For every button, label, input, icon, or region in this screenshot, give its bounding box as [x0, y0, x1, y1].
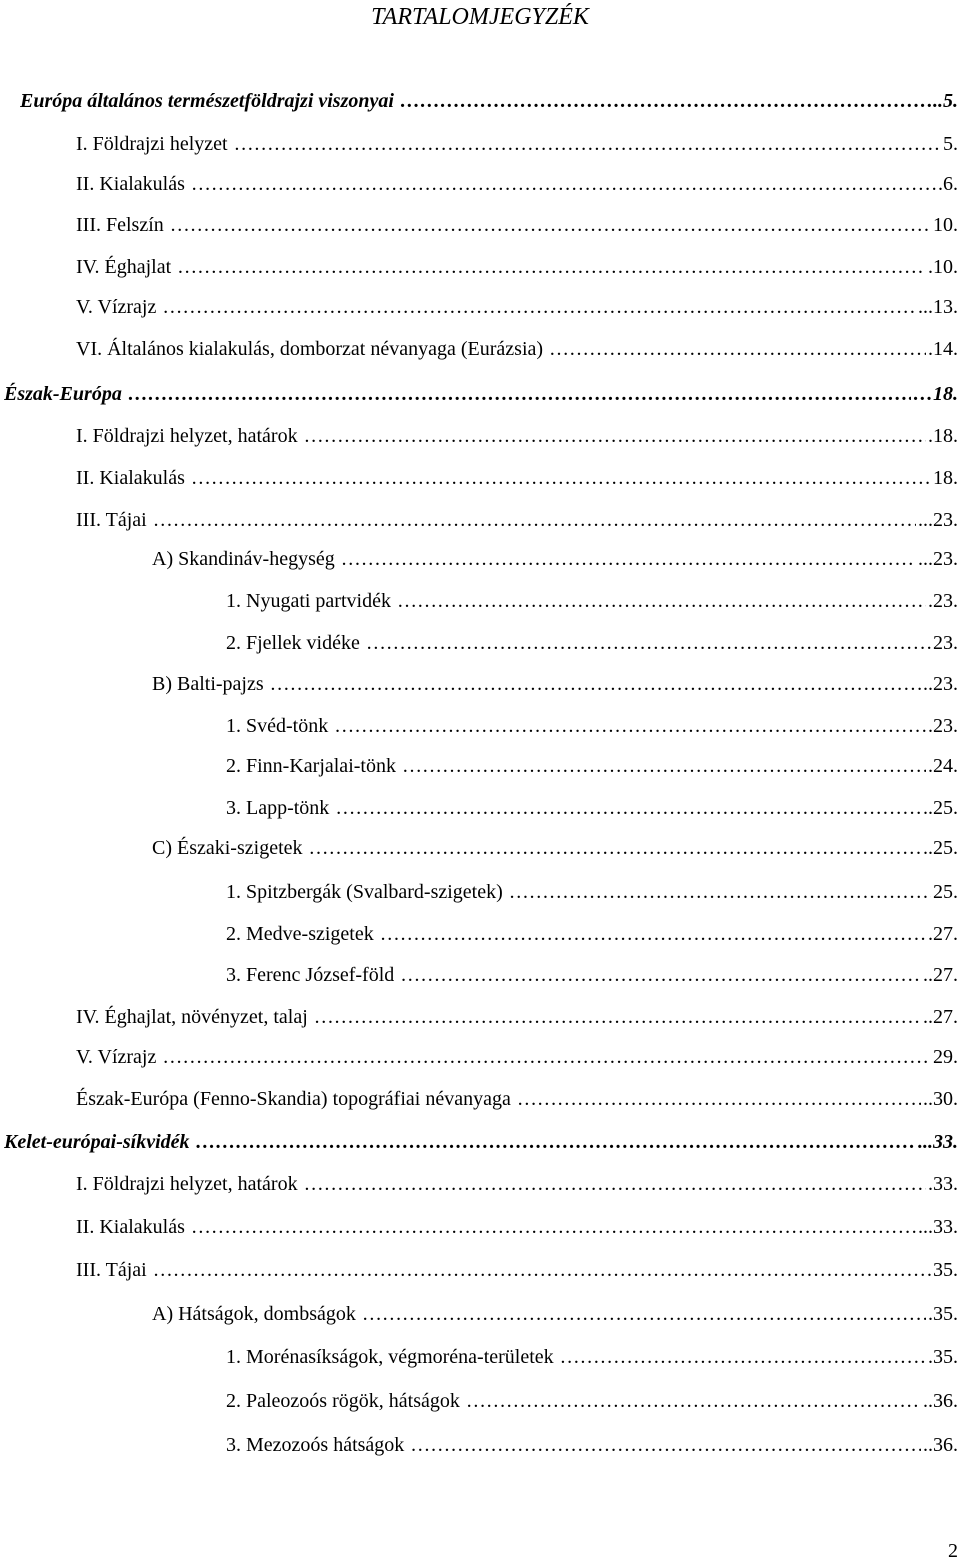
- dot-leader: [196, 1129, 916, 1155]
- toc-entry-page: .10.: [928, 256, 958, 278]
- dot-leader: [170, 212, 931, 238]
- toc-entry[interactable]: [76, 1004, 958, 1030]
- toc-entry[interactable]: [226, 1432, 958, 1458]
- page-number: 2: [948, 1540, 958, 1562]
- toc-entry-page: .23.: [928, 590, 958, 612]
- toc-entry-page: ...23.: [918, 548, 958, 570]
- toc-entry-page: .35.: [928, 1346, 958, 1368]
- toc-entry-page: ...23.: [918, 509, 958, 531]
- toc-entry-page: ..30.: [923, 1088, 958, 1110]
- toc-entry-page: ..36.: [923, 1390, 958, 1412]
- dot-leader: [309, 835, 922, 861]
- dot-leader: [153, 1257, 931, 1283]
- toc-entry-label: Európa általános természetföldrajzi viszonyai: [20, 90, 394, 112]
- toc-entry[interactable]: [4, 381, 958, 407]
- toc-entry[interactable]: [4, 1129, 958, 1155]
- toc-entry-label: I. Földrajzi helyzet: [76, 133, 228, 155]
- toc-entry-page: …18.: [913, 383, 958, 405]
- toc-entry-label: 3. Lapp-tönk: [226, 797, 330, 819]
- toc-entry[interactable]: [76, 1171, 958, 1197]
- toc-entry-page: ..25.: [923, 797, 958, 819]
- toc-entry-page: .35.: [928, 1303, 958, 1325]
- toc-entry[interactable]: [76, 171, 958, 197]
- toc-entry-label: V. Vízrajz: [76, 1046, 157, 1068]
- dot-leader: [335, 795, 921, 821]
- toc-entry-label: II. Kialakulás: [76, 173, 185, 195]
- toc-entry[interactable]: [76, 465, 958, 491]
- dot-leader: [410, 1432, 921, 1458]
- dot-leader: [397, 588, 926, 614]
- dot-leader: [466, 1388, 921, 1414]
- toc-entry[interactable]: [76, 336, 958, 362]
- toc-entry-label: IV. Éghajlat, növényzet, talaj: [76, 1006, 308, 1028]
- toc-entry-page: 18.: [933, 467, 958, 489]
- toc-entry-label: II. Kialakulás: [76, 1216, 185, 1238]
- toc-entry-page: ..23.: [923, 673, 958, 695]
- toc-entry-label: 3. Mezozoós hátságok: [226, 1434, 405, 1456]
- toc-entry[interactable]: [226, 1388, 958, 1414]
- toc-entry-page: .24.: [928, 755, 958, 777]
- page-title: TARTALOMJEGYZÉK: [371, 4, 589, 30]
- toc-entry-page: ...33.: [918, 1131, 958, 1153]
- toc-entry-label: Kelet-európai-síkvidék: [4, 1131, 190, 1153]
- toc-entry-page: ...33.: [918, 1216, 958, 1238]
- toc-entry-label: VI. Általános kialakulás, domborzat névanyaga (Eurázsia): [76, 338, 544, 360]
- toc-entry[interactable]: [226, 630, 958, 656]
- toc-entry-label: V. Vízrajz: [76, 296, 157, 318]
- toc-entry[interactable]: [226, 588, 958, 614]
- toc-entry-label: III. Tájai: [76, 509, 147, 531]
- toc-entry-page: 25.: [933, 881, 958, 903]
- dot-leader: [509, 879, 931, 905]
- toc-entry-page: .33.: [928, 1173, 958, 1195]
- dot-leader: [270, 671, 921, 697]
- toc-entry[interactable]: [152, 1301, 958, 1327]
- toc-entry-label: II. Kialakulás: [76, 467, 185, 489]
- toc-entry[interactable]: [76, 423, 958, 449]
- toc-entry-page: .23.: [928, 715, 958, 737]
- toc-entry-page: 5.: [943, 133, 958, 155]
- toc-entry-page: ...13.: [918, 296, 958, 318]
- dot-leader: [191, 465, 931, 491]
- dot-leader: [366, 630, 931, 656]
- dot-leader: [234, 131, 941, 157]
- toc-entry[interactable]: [226, 713, 958, 739]
- toc-entry[interactable]: [226, 962, 958, 988]
- toc-entry-label: 2. Fjellek vidéke: [226, 632, 360, 654]
- toc-entry-label: III. Tájai: [76, 1259, 147, 1281]
- toc-entry-label: 2. Medve-szigetek: [226, 923, 374, 945]
- toc-entry-page: .14.: [928, 338, 958, 360]
- dot-leader: [341, 546, 916, 572]
- toc-entry[interactable]: [76, 212, 958, 238]
- dot-leader: [517, 1086, 921, 1112]
- dot-leader: [549, 336, 926, 362]
- toc-entry-label: Észak-Európa: [4, 383, 122, 405]
- toc-entry[interactable]: [152, 546, 958, 572]
- toc-entry-label: III. Felszín: [76, 214, 164, 236]
- toc-entry-label: 2. Finn-Karjalai-tönk: [226, 755, 396, 777]
- toc-entry-label: I. Földrajzi helyzet, határok: [76, 425, 298, 447]
- toc-entry-page: ..36.: [923, 1434, 958, 1456]
- toc-entry[interactable]: [226, 753, 958, 779]
- dot-leader: [128, 381, 911, 407]
- toc-entry-page: ..27.: [923, 964, 958, 986]
- toc-entry[interactable]: [226, 921, 958, 947]
- dot-leader: [400, 88, 931, 114]
- dot-leader: [162, 1044, 931, 1070]
- toc-entry-label: I. Földrajzi helyzet, határok: [76, 1173, 298, 1195]
- toc-entry[interactable]: [76, 1086, 958, 1112]
- toc-entry[interactable]: [226, 879, 958, 905]
- toc-entry-label: IV. Éghajlat: [76, 256, 172, 278]
- toc-entry-page: 10.: [933, 214, 958, 236]
- dot-leader: [402, 753, 926, 779]
- toc-entry-page: 29.: [933, 1046, 958, 1068]
- dot-leader: [380, 921, 926, 947]
- dot-leader: [191, 171, 936, 197]
- toc-entry-page: ..25.: [923, 837, 958, 859]
- toc-entry[interactable]: [20, 88, 958, 114]
- dot-leader: [400, 962, 921, 988]
- toc-entry-page: ..5.: [933, 90, 958, 112]
- dot-leader: [191, 1214, 916, 1240]
- toc-entry-page: .6.: [938, 173, 958, 195]
- toc-entry-label: Észak-Európa (Fenno-Skandia) topográfiai névanyaga: [76, 1088, 511, 1110]
- dot-leader: [362, 1301, 926, 1327]
- toc-entry-page: .27.: [928, 923, 958, 945]
- toc-entry-page: 35.: [933, 1259, 958, 1281]
- dot-leader: [304, 423, 926, 449]
- toc-entry[interactable]: [76, 131, 958, 157]
- toc-entry-label: 1. Nyugati partvidék: [226, 590, 391, 612]
- toc-entry[interactable]: [152, 835, 958, 861]
- dot-leader: [153, 507, 916, 533]
- toc-entry[interactable]: [152, 671, 958, 697]
- dot-leader: [334, 713, 926, 739]
- toc-entry-label: A) Skandináv-hegység: [152, 548, 335, 570]
- toc-entry-page: ..27.: [923, 1006, 958, 1028]
- toc-entry-label: 1. Morénasíkságok, végmoréna-területek: [226, 1346, 554, 1368]
- toc-entry[interactable]: [226, 1344, 958, 1370]
- toc-entry-label: 3. Ferenc József-föld: [226, 964, 395, 986]
- dot-leader: [177, 254, 926, 280]
- toc-entry-page: 23.: [933, 632, 958, 654]
- toc-entry-page: .18.: [928, 425, 958, 447]
- dot-leader: [560, 1344, 926, 1370]
- toc-entry-label: 1. Svéd-tönk: [226, 715, 329, 737]
- toc-entry-label: A) Hátságok, dombságok: [152, 1303, 356, 1325]
- toc-entry[interactable]: [76, 1214, 958, 1240]
- toc-entry-label: 2. Paleozoós rögök, hátságok: [226, 1390, 460, 1412]
- toc-entry[interactable]: [76, 1044, 958, 1070]
- toc-entry[interactable]: [76, 1257, 958, 1283]
- dot-leader: [314, 1004, 921, 1030]
- dot-leader: [162, 294, 916, 320]
- dot-leader: [304, 1171, 926, 1197]
- toc-entry-label: 1. Spitzbergák (Svalbard-szigetek): [226, 881, 503, 903]
- toc-entry[interactable]: [76, 254, 958, 280]
- toc-entry[interactable]: [76, 294, 958, 320]
- toc-entry[interactable]: [76, 507, 958, 533]
- toc-entry[interactable]: [226, 795, 958, 821]
- toc-entry-label: C) Északi-szigetek: [152, 837, 303, 859]
- toc-entry-label: B) Balti-pajzs: [152, 673, 264, 695]
